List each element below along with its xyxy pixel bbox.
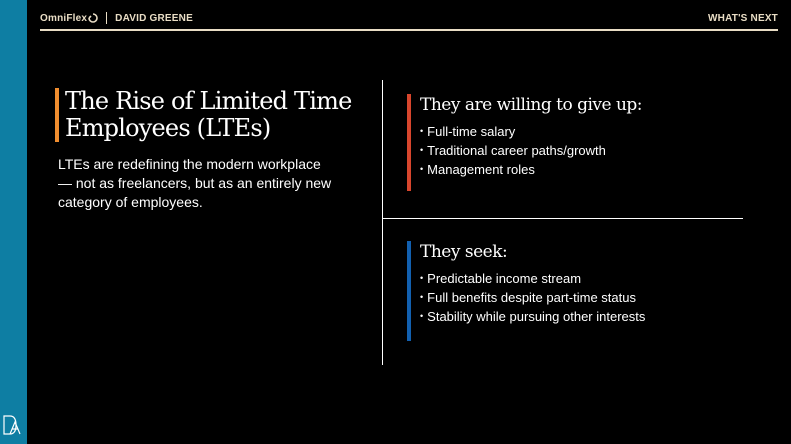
- list-item-text: Traditional career paths/growth: [427, 143, 606, 158]
- list-item: [420, 269, 645, 288]
- list-item: [420, 160, 642, 179]
- slide-header: [40, 8, 778, 31]
- slide-title-block: [55, 88, 365, 142]
- seek-content: [420, 241, 645, 341]
- list-item-text: Full benefits despite part-time status: [427, 290, 636, 305]
- list-item-text: Full-time salary: [427, 124, 516, 139]
- bullet-dot-icon: •: [420, 292, 424, 302]
- list-item: [420, 307, 645, 326]
- bullet-dot-icon: •: [420, 145, 424, 155]
- seek-heading: They seek:: [420, 242, 508, 262]
- seek-accent-bar: [407, 241, 411, 341]
- list-item-text: Management roles: [427, 162, 535, 177]
- presenter-name: DAVID GREENE: [115, 12, 193, 24]
- bullet-dot-icon: •: [420, 126, 424, 136]
- seek-list: [420, 269, 645, 326]
- slide-title: The Rise of Limited Time Employees (LTEs): [65, 87, 352, 142]
- list-item-text: Stability while pursuing other interests: [427, 309, 646, 324]
- omniflex-logo-icon: [88, 13, 98, 23]
- list-item: [420, 288, 645, 307]
- brand-logo: [40, 13, 98, 24]
- list-item: [420, 141, 642, 160]
- title-accent-bar: [55, 88, 59, 142]
- seek-section: [407, 241, 645, 341]
- header-separator: [106, 12, 107, 24]
- left-accent-bar: [0, 0, 27, 444]
- slide-subtitle: LTEs are redefining the modern workplace — not as freelancers, but as an entirely new category of employees.: [58, 156, 332, 210]
- give-up-list: [420, 122, 642, 179]
- corner-logo-icon: [2, 414, 22, 436]
- horizontal-divider: [382, 218, 743, 219]
- give-up-heading: They are willing to give up:: [420, 95, 643, 115]
- bullet-dot-icon: •: [420, 311, 424, 321]
- bullet-dot-icon: •: [420, 273, 424, 283]
- give-up-accent-bar: [407, 94, 411, 191]
- give-up-content: [420, 94, 642, 191]
- give-up-section: [407, 94, 642, 191]
- list-item-text: Predictable income stream: [427, 271, 582, 286]
- bullet-dot-icon: •: [420, 164, 424, 174]
- header-brand: [40, 12, 193, 24]
- brand-name: OmniFlex: [40, 12, 88, 24]
- vertical-divider: [382, 80, 383, 365]
- list-item: [420, 122, 642, 141]
- header-section-label: WHAT'S NEXT: [708, 12, 778, 24]
